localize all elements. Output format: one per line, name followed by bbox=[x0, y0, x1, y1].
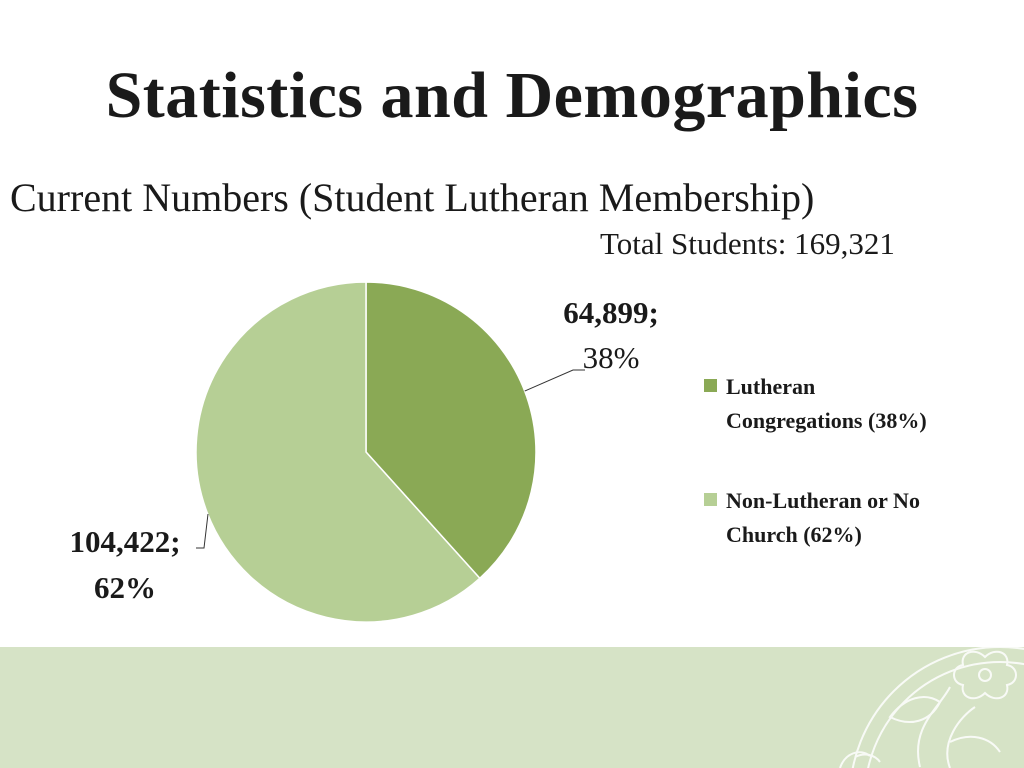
legend-swatch-lutheran bbox=[704, 379, 717, 392]
data-label-nonlutheran-value: 104,422; bbox=[69, 524, 181, 559]
legend-label-lutheran-line2: Congregations (38%) bbox=[726, 408, 927, 433]
legend-item-nonlutheran bbox=[704, 484, 1004, 552]
chart-legend bbox=[704, 370, 1004, 598]
leader-line-nonlutheran bbox=[196, 514, 208, 548]
legend-item-lutheran bbox=[704, 370, 1004, 438]
legend-label-nonlutheran-line1: Non-Lutheran or No bbox=[726, 488, 920, 513]
data-label-nonlutheran-percent: 62% bbox=[94, 570, 156, 605]
leader-line-lutheran bbox=[525, 370, 585, 391]
page-title: Statistics and Demographics bbox=[105, 59, 919, 132]
legend-label-nonlutheran-line2: Church (62%) bbox=[726, 522, 862, 547]
floral-ornament-icon bbox=[800, 647, 1024, 768]
legend-label-lutheran-line1: Lutheran bbox=[726, 374, 816, 399]
page-subtitle: Current Numbers (Student Lutheran Membership) bbox=[10, 175, 815, 220]
total-students: Total Students: 169,321 bbox=[600, 226, 895, 261]
legend-swatch-nonlutheran bbox=[704, 493, 717, 506]
data-label-lutheran-value: 64,899; bbox=[563, 295, 659, 330]
data-label-lutheran-percent: 38% bbox=[582, 340, 640, 375]
